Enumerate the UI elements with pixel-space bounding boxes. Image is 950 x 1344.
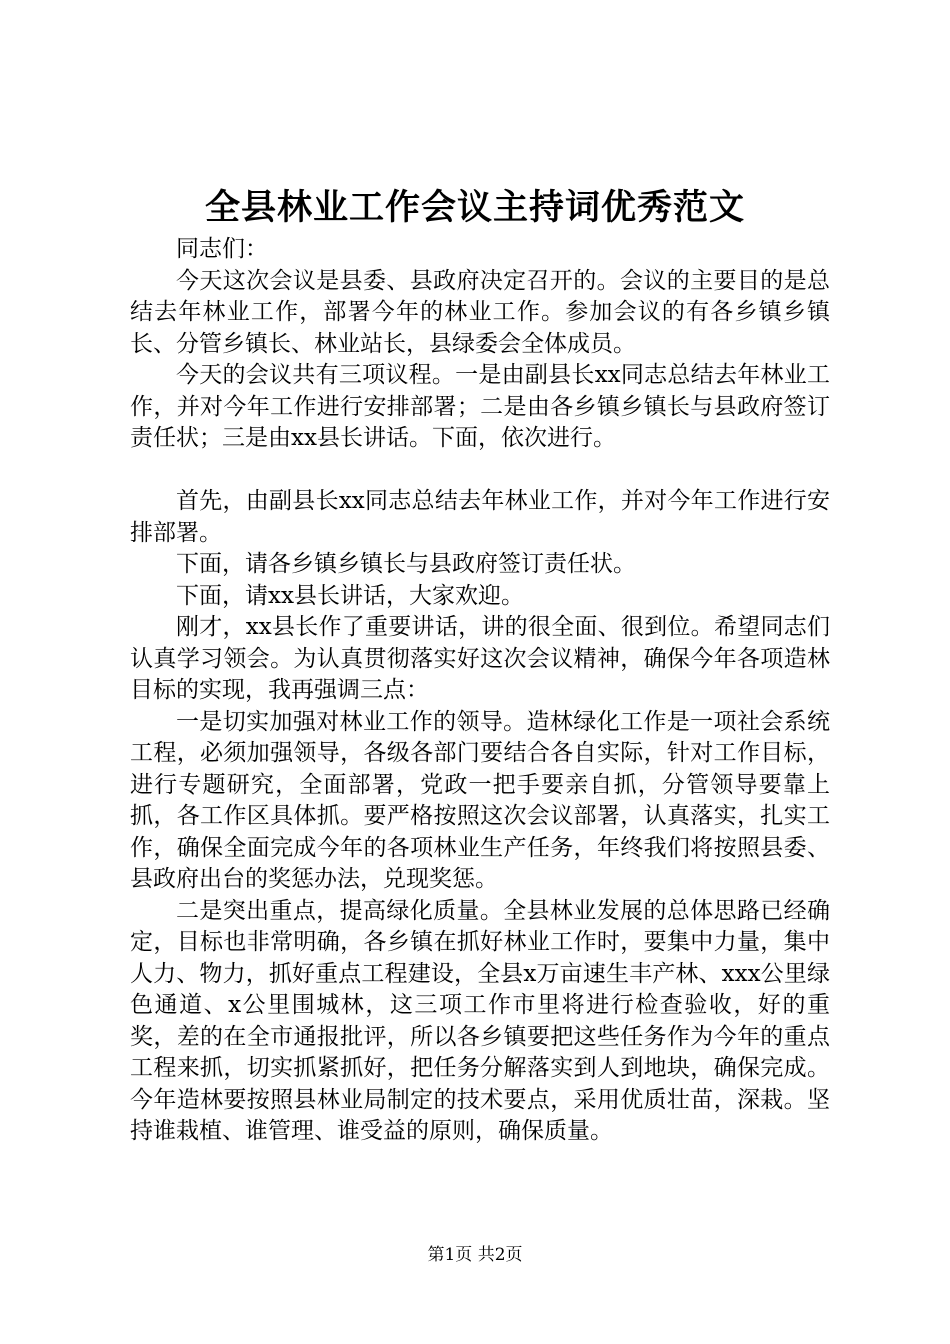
paragraph-point-one: 一是切实加强对林业工作的领导。造林绿化工作是一项社会系统工程，必须加强领导，各级各部门要结合各自实际，针对工作目标，进行专题研究，全面部署，党政一把手要亲自抓，分管领导要靠上抓，各工作区具体抓。要严格按照这次会议部署，认真落实，扎实工作，确保全面完成今年的各项林业生产任务，年终我们将按照县委、县政府出台的奖惩办法，兑现奖惩。 (130, 708, 830, 892)
paragraph-point-two: 二是突出重点，提高绿化质量。全县林业发展的总体思路已经确定，目标也非常明确，各乡镇在抓好林业工作时，要集中力量，集中人力、物力，抓好重点工程建设，全县x万亩速生丰产林、xxx公里绿色通道、x公里围城林，这三项工作市里将进行检查验收，好的重奖，差的在全市通报批评，所以各乡镇要把这些任务作为今年的重点工程来抓，切实抓紧抓好，把任务分解落实到人到地块，确保完成。今年造林要按照县林业局制定的技术要点，采用优质壮苗，深栽。坚持谁栽植、谁管理、谁受益的原则，确保质量。 (130, 897, 830, 1144)
paragraph-first-item: 首先，由副县长xx同志总结去年林业工作，并对今年工作进行安排部署。 (130, 488, 830, 546)
salutation: 同志们： (176, 236, 268, 262)
document-title: 全县林业工作会议主持词优秀范文 (204, 187, 745, 228)
paragraph-second-item: 下面，请各乡镇乡镇长与县政府签订责任状。 (176, 551, 636, 577)
paragraph-opening: 今天这次会议是县委、县政府决定召开的。会议的主要目的是总结去年林业工作，部署今年的林业工作。参加会议的有各乡镇乡镇长、分管乡镇长、林业站长，县绿委会全体成员。 (130, 267, 830, 357)
document-body (130, 234, 830, 1148)
paragraph-spacer (130, 455, 830, 487)
paragraph-summary: 刚才，xx县长作了重要讲话，讲的很全面、很到位。希望同志们认真学习领会。为认真贯彻落实好这次会议精神，确保今年各项造林目标的实现，我再强调三点： (130, 614, 830, 703)
paragraph-agenda: 今天的会议共有三项议程。一是由副县长xx同志总结去年林业工作，并对今年工作进行安排部署；二是由各乡镇乡镇长与县政府签订责任状；三是由xx县长讲话。下面，依次进行。 (130, 362, 830, 451)
page-number-footer: 第1页 共2页 (427, 1245, 523, 1265)
paragraph-third-item: 下面，请xx县长讲话，大家欢迎。 (176, 582, 524, 609)
